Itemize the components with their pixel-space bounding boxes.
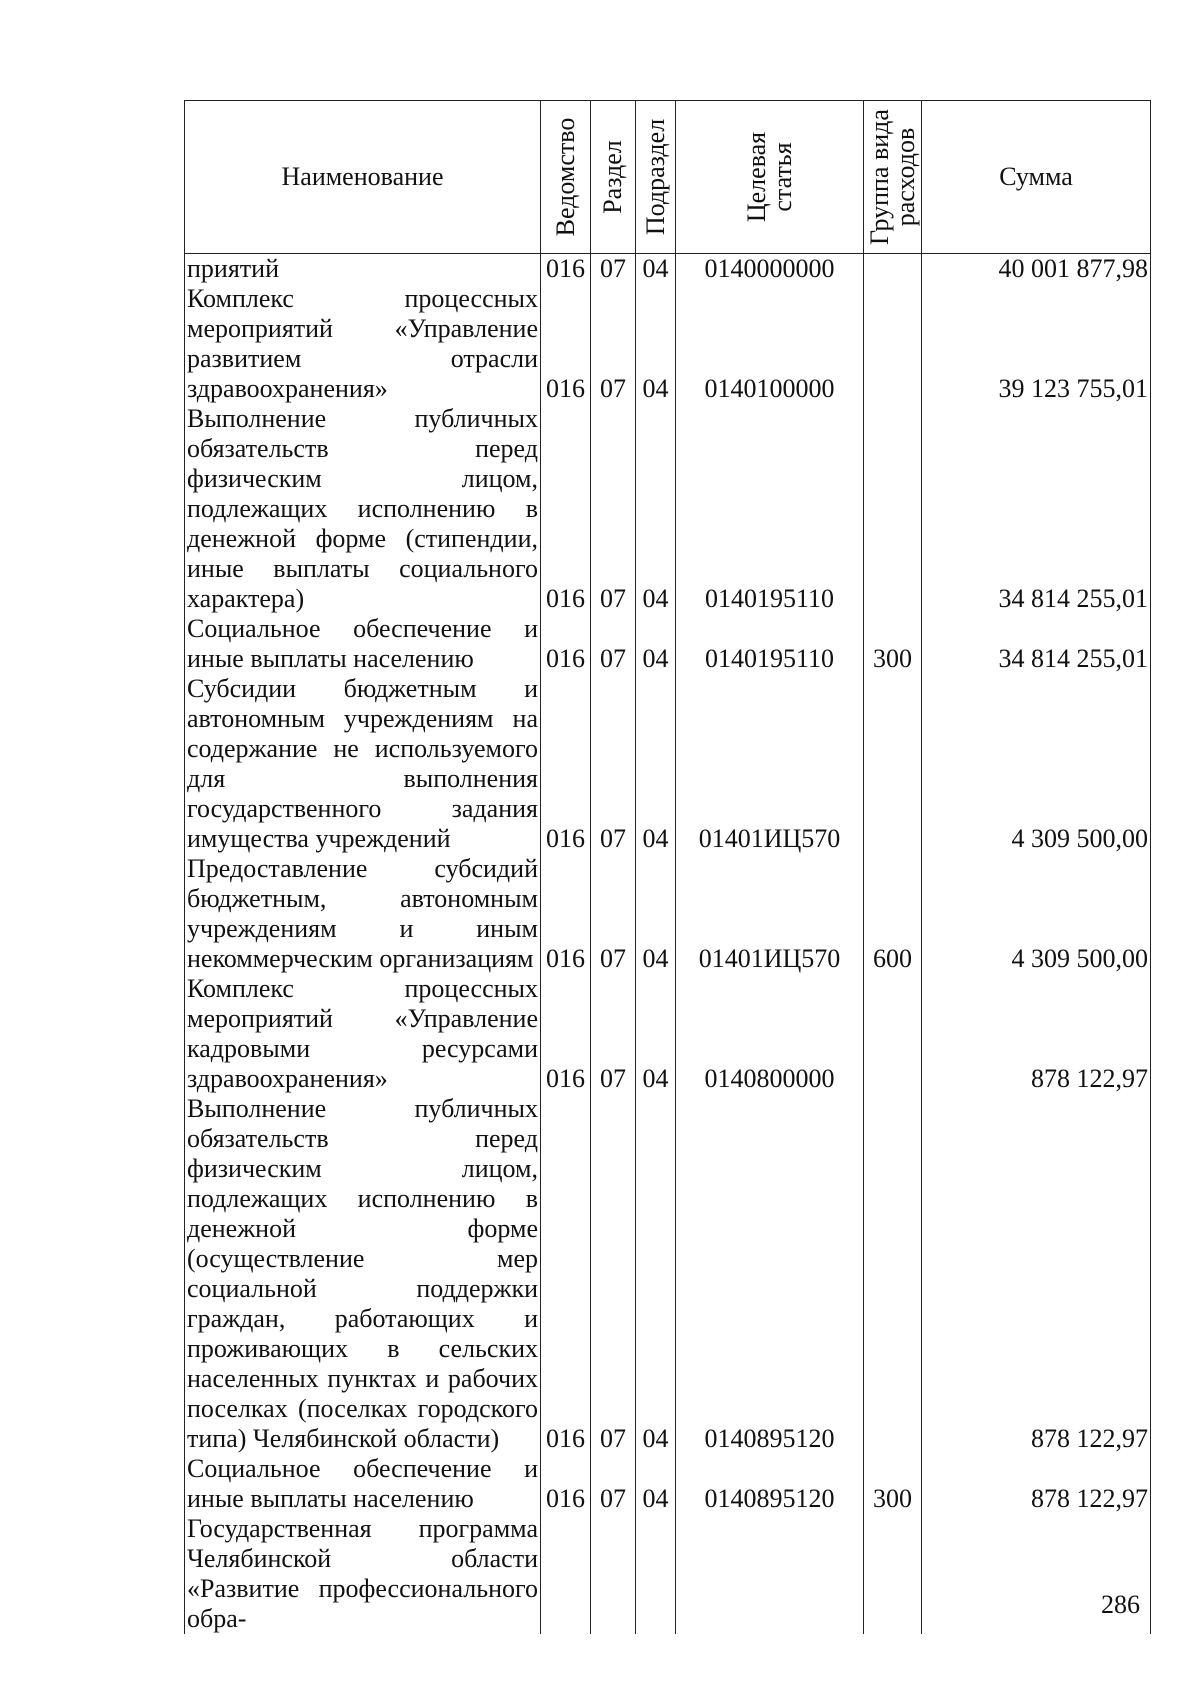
row-department: 016 [541,404,591,614]
table-row [185,1454,1151,1514]
row-subsection: 04 [636,854,676,974]
row-name: Комплекс процессных мероприятий «Управление кадровыми ресурсами здравоохранения» [185,974,541,1094]
row-expense-group [864,254,922,285]
table-row [185,674,1151,854]
row-target-article: 0140800000 [676,974,864,1094]
row-target-article: 0140895120 [676,1454,864,1514]
header-target-article: Целевая статья [676,101,864,254]
row-expense-group: 600 [864,854,922,974]
row-amount: 878 122,97 [922,1454,1151,1514]
header-subsection: Подраздел [636,101,676,254]
row-name: Субсидии бюджетным и автономным учреждениям на содержание не используемого для выполнения государственного задания имущества учреждений [185,674,541,854]
row-subsection: 04 [636,1094,676,1454]
table-row [185,1514,1151,1634]
row-subsection: 04 [636,614,676,674]
table-row [185,1094,1151,1454]
row-department: 016 [541,284,591,404]
row-subsection [636,1514,676,1634]
header-section: Раздел [591,101,636,254]
row-subsection: 04 [636,254,676,285]
row-target-article: 0140100000 [676,284,864,404]
row-amount: 34 814 255,01 [922,404,1151,614]
row-expense-group [864,1514,922,1634]
row-amount: 40 001 877,98 [922,254,1151,285]
header-amount: Сумма [922,101,1151,254]
row-name: Комплекс процессных мероприятий «Управление развитием отрасли здравоохранения» [185,284,541,404]
row-name: Предоставление субсидий бюджетным, автономным учреждениям и иным некоммерческим организациям [185,854,541,974]
row-section [591,1514,636,1634]
row-subsection: 04 [636,1454,676,1514]
header-name: Наименование [185,101,541,254]
row-expense-group [864,1094,922,1454]
row-subsection: 04 [636,284,676,404]
row-department: 016 [541,854,591,974]
row-target-article: 01401ИЦ570 [676,854,864,974]
row-department [541,1514,591,1634]
row-expense-group [864,404,922,614]
table-row [185,254,1151,285]
row-expense-group: 300 [864,1454,922,1514]
row-amount: 878 122,97 [922,974,1151,1094]
row-section: 07 [591,1454,636,1514]
row-department: 016 [541,254,591,285]
row-department: 016 [541,674,591,854]
page-number: 286 [1101,1590,1140,1619]
row-target-article: 0140000000 [676,254,864,285]
row-target-article: 0140195110 [676,404,864,614]
row-amount: 34 814 255,01 [922,614,1151,674]
row-subsection: 04 [636,674,676,854]
row-department: 016 [541,1094,591,1454]
row-department: 016 [541,1454,591,1514]
row-target-article [676,1514,864,1634]
row-amount: 4 309 500,00 [922,674,1151,854]
row-section: 07 [591,674,636,854]
row-name: Выполнение публичных обязательств перед физическим лицом, подлежащих исполнению в денежной форме (стипендии, иные выплаты социального характера) [185,404,541,614]
row-name: Социальное обеспечение и иные выплаты населению [185,614,541,674]
header-department: Ведомство [541,101,591,254]
table-row [185,974,1151,1094]
row-expense-group: 300 [864,614,922,674]
row-name: Государственная программа Челябинской области «Развитие профессионального обра- [185,1514,541,1634]
row-name: Выполнение публичных обязательств перед физическим лицом, подлежащих исполнению в денежной форме (осуществление мер социальной поддержки граждан, работающих и проживающих в сельских населенных пунктах и рабочих поселках (поселках городского типа) Челябинской области) [185,1094,541,1454]
row-name: Социальное обеспечение и иные выплаты населению [185,1454,541,1514]
row-name: приятий [185,254,541,285]
row-expense-group [864,974,922,1094]
row-subsection: 04 [636,974,676,1094]
row-section: 07 [591,254,636,285]
row-target-article: 0140895120 [676,1094,864,1454]
row-amount: 878 122,97 [922,1094,1151,1454]
row-section: 07 [591,854,636,974]
row-section: 07 [591,404,636,614]
row-section: 07 [591,1094,636,1454]
row-department: 016 [541,614,591,674]
table-row [185,284,1151,404]
table-row [185,614,1151,674]
budget-table [184,100,1151,1634]
table-row [185,854,1151,974]
row-target-article: 0140195110 [676,614,864,674]
table-row [185,404,1151,614]
row-subsection: 04 [636,404,676,614]
row-target-article: 01401ИЦ570 [676,674,864,854]
table-header-row [185,101,1151,254]
row-expense-group [864,284,922,404]
row-department: 016 [541,974,591,1094]
row-expense-group [864,674,922,854]
row-amount: 4 309 500,00 [922,854,1151,974]
row-section: 07 [591,614,636,674]
row-section: 07 [591,974,636,1094]
row-amount: 39 123 755,01 [922,284,1151,404]
row-section: 07 [591,284,636,404]
header-expense-group: Группа вида расходов [864,101,922,254]
